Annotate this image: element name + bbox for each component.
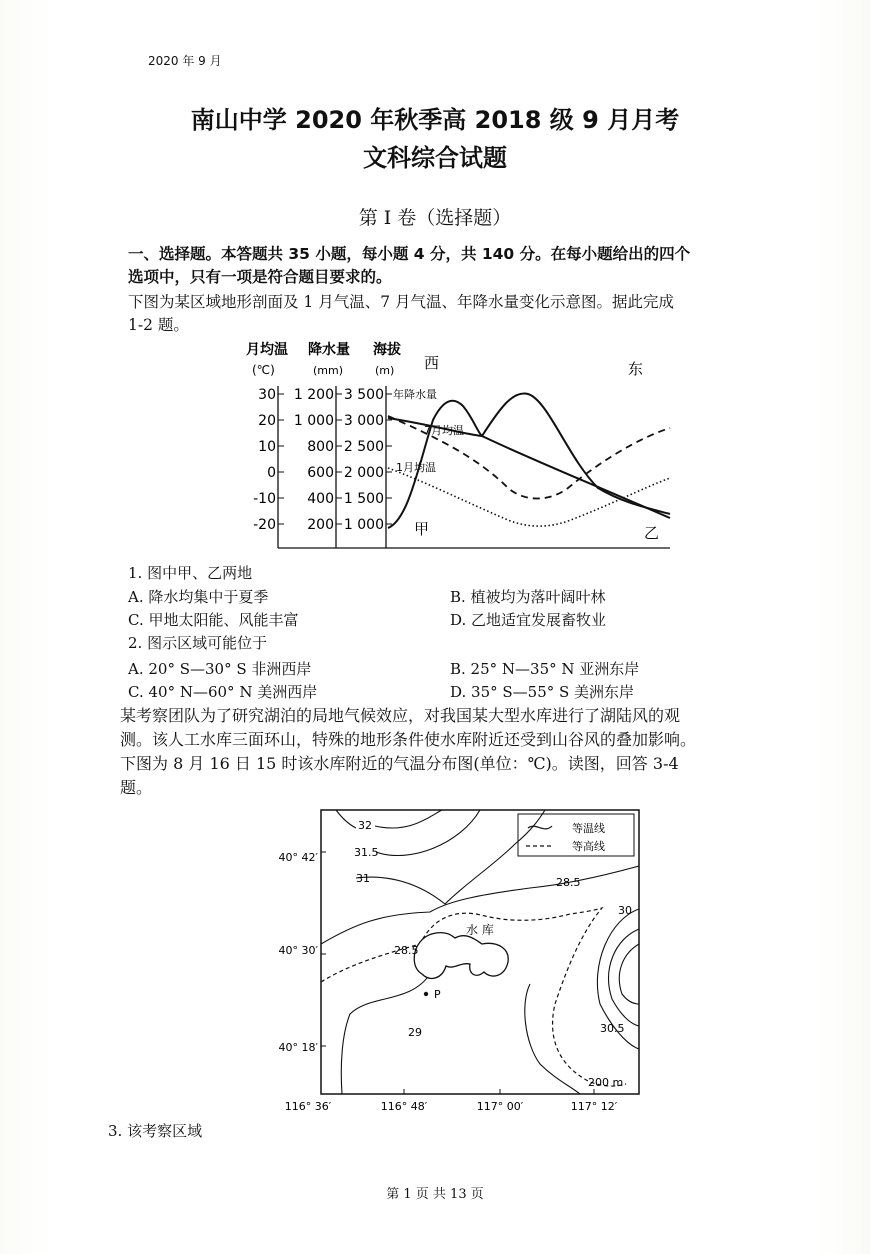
january-temp-line xyxy=(388,468,670,526)
west-label: 西 xyxy=(424,354,440,372)
q2-option-b[interactable]: B. 25° N—35° N 亚洲东岸 xyxy=(450,660,640,678)
elev-tick: 1 500 xyxy=(343,491,384,507)
question-3-stem: 3. 该考察区域 xyxy=(108,1122,203,1140)
east-label: 东 xyxy=(628,360,644,378)
exam-date: 2020 年 9 月 xyxy=(148,54,222,68)
temp-tick: -20 xyxy=(253,517,276,533)
precip-tick: 600 xyxy=(307,465,334,481)
passage-line-4: 题。 xyxy=(120,778,153,797)
q1-option-c[interactable]: C. 甲地太阳能、风能丰富 xyxy=(128,611,299,629)
temp-tick: 20 xyxy=(258,413,276,429)
question-2-stem: 2. 图示区域可能位于 xyxy=(128,634,268,652)
temp-tick: 10 xyxy=(258,439,276,455)
temp-tick: 0 xyxy=(267,465,276,481)
point-yi-label: 乙 xyxy=(644,524,660,542)
instructions-line-2: 选项中，只有一项是符合题目要求的。 xyxy=(128,268,392,286)
temp-tick: -10 xyxy=(253,491,276,507)
legend-isotherm: 等温线 xyxy=(572,822,605,835)
q2-option-d[interactable]: D. 35° S—55° S 美洲东岸 xyxy=(450,683,635,701)
temp-tick: 30 xyxy=(258,387,276,403)
isotherm-label: 30 xyxy=(618,904,632,917)
elev-tick: 1 000 xyxy=(343,517,384,533)
precip-line-label: 年降水量 xyxy=(393,388,437,401)
elev-axis-header: 海拔 xyxy=(373,342,401,358)
elev-tick: 2 500 xyxy=(343,439,384,455)
reservoir-label: 水 库 xyxy=(466,923,494,937)
isotherm-label: 28.5 xyxy=(556,876,581,889)
temp-axis-unit: (℃) xyxy=(252,363,275,377)
passage-line-2: 测。该人工水库三面环山，特殊的地形条件使水库附近还受到山谷风的叠加影响。 xyxy=(120,730,697,749)
isotherm-label: 32 xyxy=(358,819,372,832)
point-p-label: P xyxy=(434,988,441,1001)
exam-subtitle: 文科综合试题 xyxy=(363,144,507,172)
latitude-label: 40° 42′ xyxy=(278,851,318,864)
point-p-marker xyxy=(424,992,428,996)
passage-line-1: 某考察团队为了研究湖泊的局地气候效应，对我国某大型水库进行了湖陆风的观 xyxy=(120,706,681,725)
elev-tick: 3 500 xyxy=(343,387,384,403)
latitude-label: 40° 18′ xyxy=(278,1041,318,1054)
latitude-label: 40° 30′ xyxy=(278,944,318,957)
isotherm-label: 31.5 xyxy=(354,846,379,859)
precip-tick: 1 000 xyxy=(293,413,334,429)
map-legend xyxy=(518,814,634,856)
isotherm-label: 30.5 xyxy=(600,1022,625,1035)
contour-200m-label: 200 m xyxy=(588,1076,624,1089)
point-jia-label: 甲 xyxy=(414,520,430,538)
q1-option-b[interactable]: B. 植被均为落叶阔叶林 xyxy=(450,588,606,606)
section-heading: 第 I 卷（选择题） xyxy=(358,207,512,229)
terrain-profile-figure xyxy=(238,338,678,553)
exam-title: 南山中学 2020 年秋季高 2018 级 9 月月考 xyxy=(190,106,680,134)
instructions-line-1: 一、选择题。本答题共 35 小题，每小题 4 分，共 140 分。在每小题给出的四个 xyxy=(128,245,691,263)
january-line-label: 1月均温 xyxy=(396,461,436,474)
isotherm-label: 28.5 xyxy=(394,944,419,957)
longitude-label: 116° 36′ xyxy=(284,1100,332,1113)
q1-option-d[interactable]: D. 乙地适宜发展畜牧业 xyxy=(450,611,607,629)
precip-axis-header: 降水量 xyxy=(308,342,350,358)
q1-option-a[interactable]: A. 降水均集中于夏季 xyxy=(128,588,269,606)
q2-option-c[interactable]: C. 40° N—60° N 美洲西岸 xyxy=(128,683,318,701)
question-1-stem: 1. 图中甲、乙两地 xyxy=(128,564,253,582)
longitude-label: 117° 00′ xyxy=(476,1100,524,1113)
figure1-caption-line-2: 1-2 题。 xyxy=(128,316,189,334)
july-line-label: 7月均温 xyxy=(424,424,464,437)
precip-tick: 200 xyxy=(307,517,334,533)
passage-line-3: 下图为 8 月 16 日 15 时该水库附近的气温分布图(单位：℃)。读图，回答 3-4 xyxy=(120,754,679,773)
elev-axis-unit: (m) xyxy=(375,364,395,377)
legend-contour: 等高线 xyxy=(572,840,605,853)
precip-axis-unit: (mm) xyxy=(313,364,344,377)
page-footer: 第 1 页 共 13 页 xyxy=(386,1187,484,1202)
isotherm-label: 29 xyxy=(408,1026,422,1039)
elev-tick: 3 000 xyxy=(343,413,384,429)
figure1-caption-line-1: 下图为某区域地形剖面及 1 月气温、7 月气温、年降水量变化示意图。据此完成 xyxy=(128,293,675,311)
isotherm-label: 31 xyxy=(356,872,370,885)
precip-tick: 1 200 xyxy=(293,387,334,403)
elev-tick: 2 000 xyxy=(343,465,384,481)
temperature-map-figure xyxy=(270,804,650,1124)
precip-tick: 800 xyxy=(307,439,334,455)
longitude-label: 117° 12′ xyxy=(570,1100,618,1113)
q2-option-a[interactable]: A. 20° S—30° S 非洲西岸 xyxy=(128,660,312,678)
temp-axis-header: 月均温 xyxy=(246,342,288,358)
longitude-label: 116° 48′ xyxy=(380,1100,428,1113)
precip-tick: 400 xyxy=(307,491,334,507)
